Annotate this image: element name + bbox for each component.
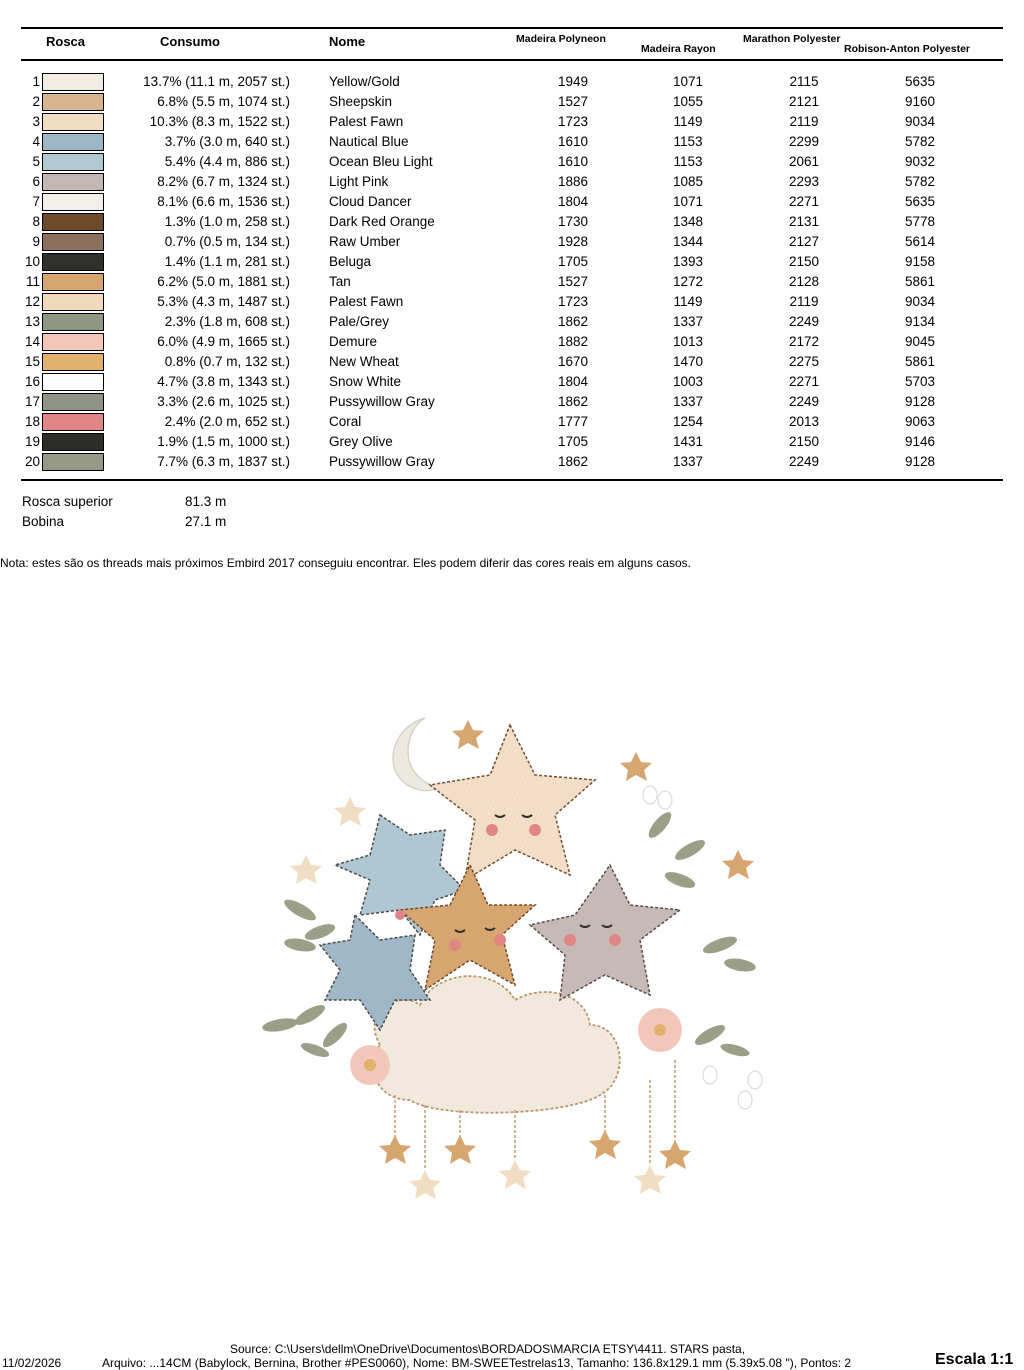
madeira-rayon-cell: 1337 <box>672 394 704 409</box>
row-number: 16 <box>24 374 40 389</box>
madeira-rayon-cell: 1071 <box>672 194 704 209</box>
consumo-cell: 6.2% (5.0 m, 1881 st.) <box>157 274 290 289</box>
madeira-rayon-cell: 1337 <box>672 454 704 469</box>
madeira-polyneon-cell: 1862 <box>557 394 589 409</box>
table-row <box>0 152 1024 172</box>
madeira-polyneon-cell: 1723 <box>557 294 589 309</box>
robison-anton-cell: 9032 <box>904 154 936 169</box>
madeira-rayon-cell: 1348 <box>672 214 704 229</box>
bobbin-value: 27.1 m <box>185 514 227 529</box>
disclaimer-note: Nota: estes são os threads mais próximos Embird 2017 conseguiu encontrar. Eles podem diferir das cores reais em alguns casos. <box>0 556 692 570</box>
color-swatch <box>42 213 104 231</box>
thread-name-cell: Grey Olive <box>329 434 393 449</box>
marathon-polyester-cell: 2299 <box>788 134 820 149</box>
table-row <box>0 292 1024 312</box>
madeira-rayon-cell: 1393 <box>672 254 704 269</box>
color-swatch <box>42 153 104 171</box>
row-number: 9 <box>32 234 40 249</box>
footer-file-info: Arquivo: ...14CM (Babylock, Bernina, Brother #PES0060), Nome: BM-SWEETestrelas13, Tamanho: 136.8x129.1 mm (5.39x5.08 "), Pontos: 2 <box>102 1356 852 1370</box>
consumo-cell: 1.4% (1.1 m, 281 st.) <box>164 254 290 269</box>
table-row <box>0 412 1024 432</box>
header-madeira-polyneon: Madeira Polyneon <box>516 33 606 45</box>
marathon-polyester-cell: 2293 <box>788 174 820 189</box>
consumo-cell: 3.3% (2.6 m, 1025 st.) <box>157 394 290 409</box>
madeira-rayon-cell: 1149 <box>673 114 703 129</box>
header-robison-anton: Robison-Anton Polyester <box>844 43 971 55</box>
table-row <box>0 352 1024 372</box>
footer-scale: Escala 1:1 <box>935 1351 1014 1368</box>
robison-anton-cell: 5635 <box>904 74 936 89</box>
row-number: 10 <box>24 254 40 269</box>
row-number: 7 <box>32 194 40 209</box>
marathon-polyester-cell: 2249 <box>788 394 820 409</box>
madeira-polyneon-cell: 1882 <box>557 334 589 349</box>
robison-anton-cell: 5861 <box>904 354 936 369</box>
thread-name-cell: Pale/Grey <box>329 314 390 329</box>
madeira-polyneon-cell: 1862 <box>557 454 589 469</box>
thread-name-cell: Light Pink <box>329 174 389 189</box>
top-thread-value: 81.3 m <box>185 494 227 509</box>
table-top-rule <box>21 27 1003 29</box>
madeira-rayon-cell: 1055 <box>672 94 704 109</box>
color-swatch <box>42 333 104 351</box>
row-number: 13 <box>24 314 40 329</box>
robison-anton-cell: 9128 <box>904 394 936 409</box>
row-number: 6 <box>32 174 40 189</box>
table-row <box>0 372 1024 392</box>
madeira-rayon-cell: 1254 <box>672 414 704 429</box>
color-swatch <box>42 413 104 431</box>
robison-anton-cell: 5861 <box>904 274 936 289</box>
thread-name-cell: Yellow/Gold <box>329 74 400 89</box>
marathon-polyester-cell: 2128 <box>788 274 820 289</box>
madeira-rayon-cell: 1470 <box>672 354 704 369</box>
table-row <box>0 232 1024 252</box>
madeira-polyneon-cell: 1949 <box>557 74 589 89</box>
table-row <box>0 432 1024 452</box>
star-cream <box>430 725 595 880</box>
marathon-polyester-cell: 2271 <box>788 374 820 389</box>
marathon-polyester-cell: 2119 <box>789 114 819 129</box>
row-number: 14 <box>24 334 40 349</box>
thread-name-cell: Tan <box>329 274 351 289</box>
robison-anton-cell: 9034 <box>904 294 936 309</box>
color-swatch <box>42 193 104 211</box>
table-row <box>0 312 1024 332</box>
row-number: 19 <box>24 434 40 449</box>
table-row <box>0 132 1024 152</box>
marathon-polyester-cell: 2150 <box>788 254 820 269</box>
thread-name-cell: Raw Umber <box>329 234 401 249</box>
robison-anton-cell: 5778 <box>904 214 936 229</box>
color-swatch <box>42 93 104 111</box>
table-row <box>0 192 1024 212</box>
consumo-cell: 3.7% (3.0 m, 640 st.) <box>164 134 290 149</box>
consumo-cell: 2.4% (2.0 m, 652 st.) <box>164 414 290 429</box>
white-buds <box>643 786 762 1109</box>
madeira-polyneon-cell: 1928 <box>557 234 589 249</box>
madeira-polyneon-cell: 1705 <box>557 254 589 269</box>
row-number: 15 <box>24 354 40 369</box>
thread-name-cell: Palest Fawn <box>329 294 404 309</box>
consumo-cell: 10.3% (8.3 m, 1522 st.) <box>149 114 290 129</box>
consumo-cell: 0.8% (0.7 m, 132 st.) <box>164 354 290 369</box>
thread-name-cell: Nautical Blue <box>329 134 409 149</box>
marathon-polyester-cell: 2150 <box>788 434 820 449</box>
madeira-rayon-cell: 1153 <box>673 134 703 149</box>
table-row <box>0 72 1024 92</box>
marathon-polyester-cell: 2131 <box>788 214 820 229</box>
row-number: 4 <box>32 134 40 149</box>
marathon-polyester-cell: 2275 <box>788 354 820 369</box>
moon-motif <box>393 718 440 791</box>
consumo-cell: 1.9% (1.5 m, 1000 st.) <box>157 434 290 449</box>
star-grey <box>530 865 680 1000</box>
robison-anton-cell: 9045 <box>904 334 936 349</box>
header-marathon-polyester: Marathon Polyester <box>743 33 841 45</box>
bobbin-label: Bobina <box>22 514 65 529</box>
thread-name-cell: Ocean Bleu Light <box>329 154 433 169</box>
thread-name-cell: New Wheat <box>329 354 399 369</box>
madeira-rayon-cell: 1071 <box>672 74 704 89</box>
madeira-rayon-cell: 1337 <box>672 314 704 329</box>
madeira-polyneon-cell: 1723 <box>557 114 589 129</box>
madeira-polyneon-cell: 1610 <box>557 154 589 169</box>
consumo-cell: 5.3% (4.3 m, 1487 st.) <box>157 294 290 309</box>
thread-name-cell: Snow White <box>329 374 402 389</box>
header-bottom-rule <box>21 59 1003 61</box>
madeira-polyneon-cell: 1610 <box>557 134 589 149</box>
thread-name-cell: Pussywillow Gray <box>329 454 435 469</box>
thread-name-cell: Sheepskin <box>329 94 393 109</box>
table-row <box>0 392 1024 412</box>
top-thread-label: Rosca superior <box>22 494 113 509</box>
header-rosca: Rosca <box>46 34 86 49</box>
robison-anton-cell: 5782 <box>904 174 936 189</box>
madeira-polyneon-cell: 1777 <box>557 414 589 429</box>
marathon-polyester-cell: 2271 <box>788 194 820 209</box>
row-number: 1 <box>32 74 40 89</box>
table-row <box>0 112 1024 132</box>
consumo-cell: 4.7% (3.8 m, 1343 st.) <box>157 374 290 389</box>
row-number: 18 <box>24 414 40 429</box>
color-swatch <box>42 233 104 251</box>
madeira-polyneon-cell: 1527 <box>557 274 589 289</box>
marathon-polyester-cell: 2127 <box>788 234 820 249</box>
robison-anton-cell: 9034 <box>904 114 936 129</box>
color-swatch <box>42 433 104 451</box>
color-swatch <box>42 133 104 151</box>
table-row <box>0 272 1024 292</box>
thread-name-cell: Palest Fawn <box>329 114 404 129</box>
madeira-rayon-cell: 1272 <box>672 274 704 289</box>
madeira-rayon-cell: 1085 <box>672 174 704 189</box>
marathon-polyester-cell: 2249 <box>788 454 820 469</box>
thread-name-cell: Pussywillow Gray <box>329 394 435 409</box>
marathon-polyester-cell: 2013 <box>788 414 820 429</box>
robison-anton-cell: 5614 <box>904 234 936 249</box>
footer-date: 11/02/2026 <box>2 1356 62 1370</box>
table-row <box>0 92 1024 112</box>
table-bottom-rule <box>21 479 1003 481</box>
color-swatch <box>42 353 104 371</box>
footer-source: Source: C:\Users\dellm\OneDrive\Documentos\BORDADOS\MARCIA ETSY\4411. STARS pasta, <box>230 1342 746 1356</box>
madeira-polyneon-cell: 1670 <box>557 354 589 369</box>
thread-name-cell: Dark Red Orange <box>329 214 435 229</box>
row-number: 2 <box>32 94 40 109</box>
consumo-cell: 5.4% (4.4 m, 886 st.) <box>164 154 290 169</box>
table-row <box>0 452 1024 472</box>
header-madeira-rayon: Madeira Rayon <box>641 43 716 55</box>
thread-name-cell: Demure <box>329 334 378 349</box>
color-swatch <box>42 313 104 331</box>
madeira-rayon-cell: 1003 <box>672 374 704 389</box>
robison-anton-cell: 9146 <box>904 434 936 449</box>
thread-name-cell: Beluga <box>329 254 372 269</box>
marathon-polyester-cell: 2249 <box>788 314 820 329</box>
consumo-cell: 13.7% (11.1 m, 2057 st.) <box>143 74 290 89</box>
color-swatch <box>42 253 104 271</box>
header-consumo: Consumo <box>160 34 220 49</box>
header-nome: Nome <box>329 34 366 49</box>
madeira-polyneon-cell: 1730 <box>557 214 589 229</box>
thread-name-cell: Cloud Dancer <box>329 194 412 209</box>
robison-anton-cell: 9134 <box>904 314 936 329</box>
row-number: 20 <box>24 454 40 469</box>
table-row <box>0 332 1024 352</box>
robison-anton-cell: 5635 <box>904 194 936 209</box>
row-number: 17 <box>24 394 40 409</box>
marathon-polyester-cell: 2061 <box>788 154 820 169</box>
madeira-polyneon-cell: 1804 <box>557 194 589 209</box>
row-number: 12 <box>24 294 40 309</box>
marathon-polyester-cell: 2119 <box>789 294 819 309</box>
robison-anton-cell: 5703 <box>904 374 936 389</box>
marathon-polyester-cell: 2121 <box>788 94 820 109</box>
color-swatch <box>42 393 104 411</box>
madeira-rayon-cell: 1153 <box>673 154 703 169</box>
robison-anton-cell: 9063 <box>904 414 936 429</box>
madeira-polyneon-cell: 1804 <box>557 374 589 389</box>
madeira-rayon-cell: 1344 <box>672 234 704 249</box>
consumo-cell: 8.1% (6.6 m, 1536 st.) <box>157 194 290 209</box>
robison-anton-cell: 9160 <box>904 94 936 109</box>
robison-anton-cell: 9128 <box>904 454 936 469</box>
consumo-cell: 2.3% (1.8 m, 608 st.) <box>164 314 290 329</box>
color-swatch <box>42 293 104 311</box>
marathon-polyester-cell: 2115 <box>789 74 819 89</box>
color-swatch <box>42 73 104 91</box>
madeira-rayon-cell: 1149 <box>673 294 703 309</box>
madeira-polyneon-cell: 1862 <box>557 314 589 329</box>
robison-anton-cell: 9158 <box>904 254 936 269</box>
row-number: 8 <box>32 214 40 229</box>
embroidery-preview-image <box>240 700 780 1220</box>
consumo-cell: 8.2% (6.7 m, 1324 st.) <box>157 174 290 189</box>
madeira-polyneon-cell: 1705 <box>557 434 589 449</box>
madeira-polyneon-cell: 1527 <box>557 94 589 109</box>
color-swatch <box>42 453 104 471</box>
madeira-rayon-cell: 1013 <box>672 334 704 349</box>
color-swatch <box>42 273 104 291</box>
table-row <box>0 172 1024 192</box>
table-row <box>0 212 1024 232</box>
thread-name-cell: Coral <box>329 414 362 429</box>
color-swatch <box>42 173 104 191</box>
row-number: 11 <box>25 274 40 289</box>
madeira-rayon-cell: 1431 <box>672 434 704 449</box>
marathon-polyester-cell: 2172 <box>788 334 820 349</box>
row-number: 5 <box>32 154 40 169</box>
row-number: 3 <box>32 114 40 129</box>
color-swatch <box>42 113 104 131</box>
madeira-polyneon-cell: 1886 <box>557 174 589 189</box>
consumo-cell: 0.7% (0.5 m, 134 st.) <box>164 234 290 249</box>
robison-anton-cell: 5782 <box>904 134 936 149</box>
table-row <box>0 252 1024 272</box>
consumo-cell: 6.8% (5.5 m, 1074 st.) <box>157 94 290 109</box>
consumo-cell: 6.0% (4.9 m, 1665 st.) <box>157 334 290 349</box>
consumo-cell: 1.3% (1.0 m, 258 st.) <box>164 214 290 229</box>
consumo-cell: 7.7% (6.3 m, 1837 st.) <box>157 454 290 469</box>
color-swatch <box>42 373 104 391</box>
